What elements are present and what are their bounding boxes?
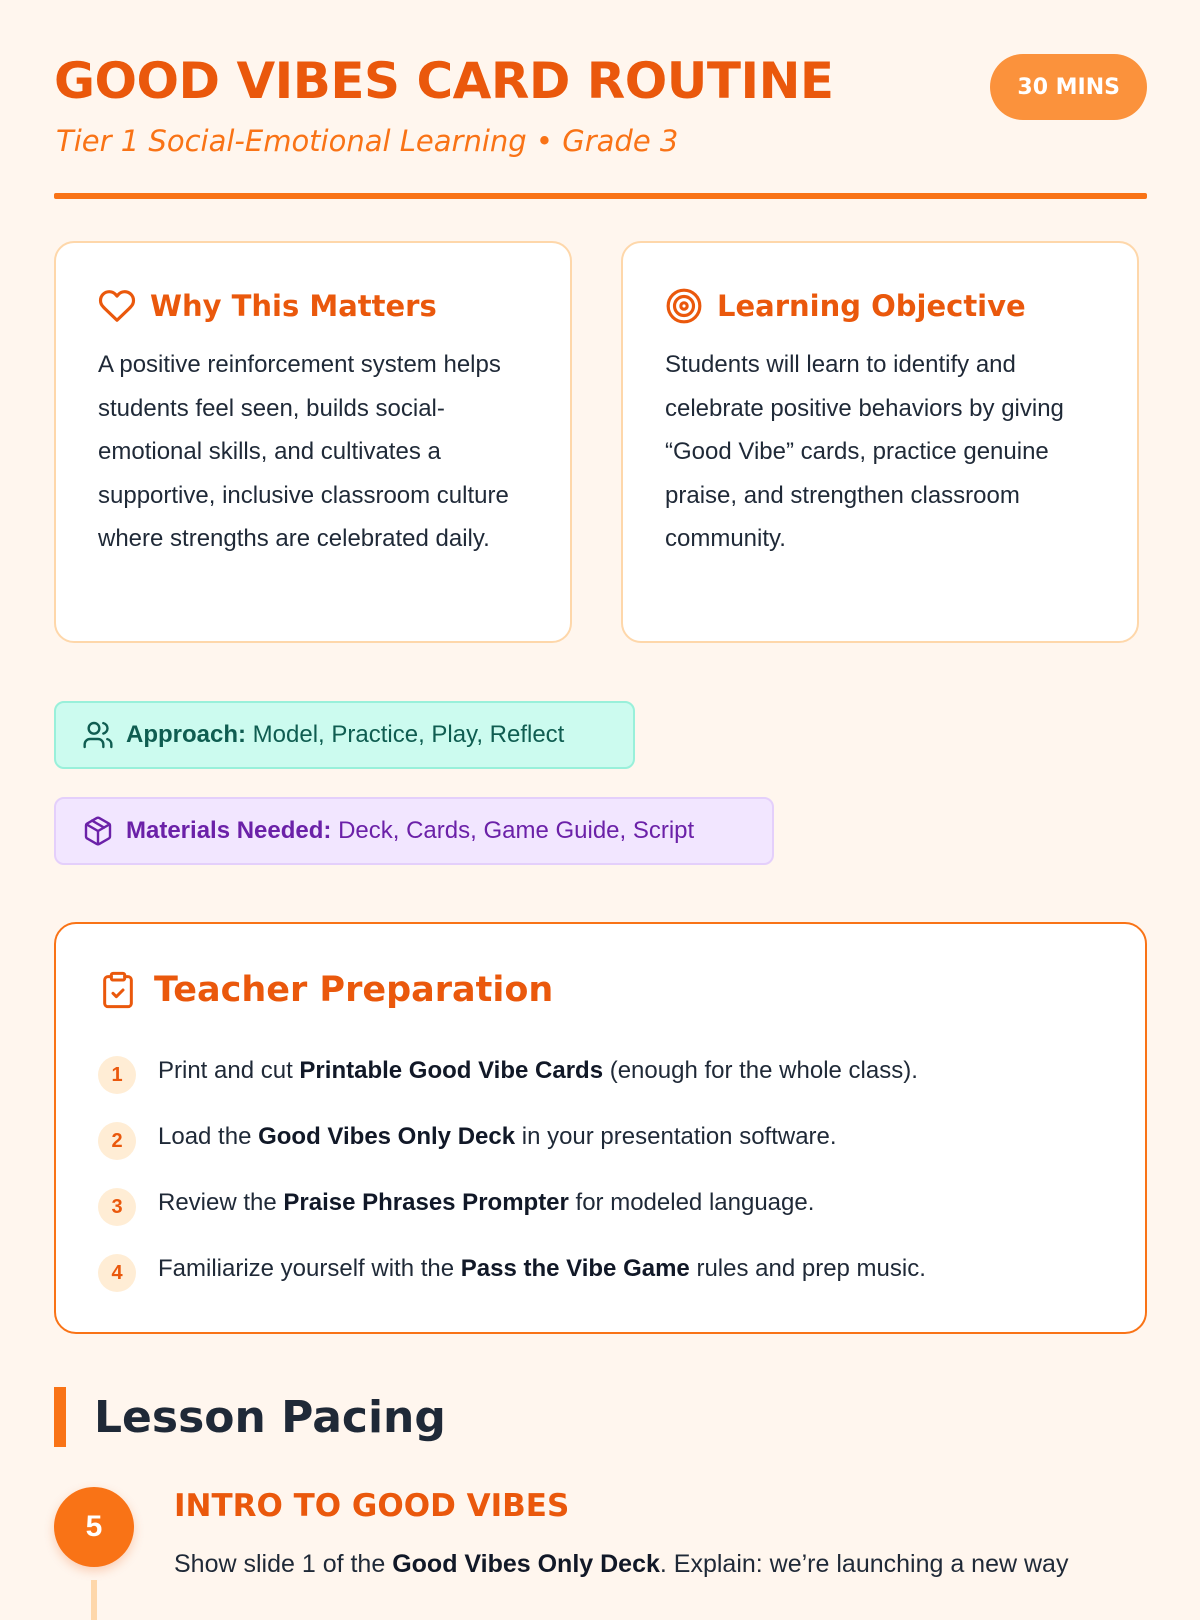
prep-title: Teacher Preparation (154, 970, 554, 1010)
package-icon (82, 815, 114, 847)
segment-title: INTRO TO GOOD VIBES (174, 1488, 570, 1524)
objective-card-body: Students will learn to identify and celebrate positive behaviors by giving “Good Vibe” cards, practice genuine praise, and strengthen classroom community. (665, 351, 1064, 552)
materials-pill (54, 797, 774, 865)
approach-pill (54, 701, 635, 769)
users-icon (82, 719, 114, 751)
page-title: GOOD VIBES CARD ROUTINE (54, 52, 834, 110)
step-number: 1 (98, 1056, 136, 1094)
step-text: Review the Praise Phrases Prompter for modeled language. (158, 1189, 815, 1216)
info-cards (54, 241, 1147, 647)
clipboard-check-icon (98, 968, 138, 1012)
why-card (54, 241, 572, 643)
header-divider (54, 193, 1147, 199)
duration-badge: 30 MINS (990, 54, 1147, 120)
teacher-preparation-card (54, 922, 1147, 1334)
prep-step (98, 1236, 1105, 1302)
materials-label: Materials Needed: (126, 817, 332, 844)
prep-step (98, 1104, 1105, 1170)
step-number: 4 (98, 1254, 136, 1292)
lesson-pacing-header (54, 1387, 446, 1447)
lesson-page (54, 0, 1147, 1578)
target-icon (665, 287, 703, 325)
step-text: Familiarize yourself with the Pass the Vibe Game rules and prep music. (158, 1255, 926, 1282)
lesson-pacing-title: Lesson Pacing (94, 1391, 446, 1443)
prep-step (98, 1038, 1105, 1104)
segment-description: Show slide 1 of the Good Vibes Only Deck. Explain: we’re launching a new way (174, 1550, 1069, 1578)
step-number: 3 (98, 1188, 136, 1226)
approach-value: Model, Practice, Play, Reflect (252, 721, 565, 748)
step-number: 2 (98, 1122, 136, 1160)
header (54, 0, 1147, 200)
prep-step (98, 1170, 1105, 1236)
objective-card (621, 241, 1139, 643)
step-text: Load the Good Vibes Only Deck in your presentation software. (158, 1123, 837, 1150)
why-card-body: A positive reinforcement system helps students feel seen, builds social-emotional skills, and cultivates a supportive, inclusive classroom culture where strengths are celebrated daily. (98, 351, 509, 552)
approach-label: Approach: (126, 721, 246, 748)
objective-card-title: Learning Objective (717, 289, 1026, 323)
timeline-line (91, 1580, 97, 1620)
why-card-header (98, 287, 530, 325)
section-accent-bar (54, 1387, 66, 1447)
step-text: Print and cut Printable Good Vibe Cards (enough for the whole class). (158, 1057, 918, 1084)
objective-card-header (665, 287, 1097, 325)
page-subtitle: Tier 1 Social-Emotional Learning • Grade 3 (56, 124, 679, 158)
why-card-title: Why This Matters (150, 289, 437, 323)
segment-minutes-dot: 5 (54, 1487, 134, 1567)
heart-icon (98, 287, 136, 325)
prep-header (98, 968, 1105, 1012)
materials-value: Deck, Cards, Game Guide, Script (338, 817, 695, 844)
